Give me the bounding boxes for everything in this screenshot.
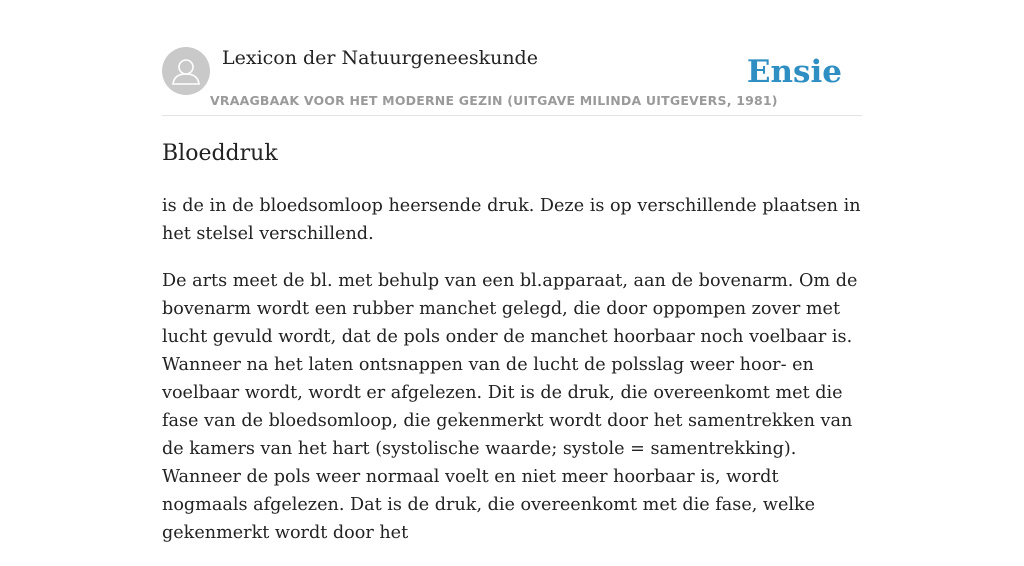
entry-body (162, 192, 862, 566)
avatar[interactable] (162, 47, 210, 95)
entry-paragraph: is de in de bloedsomloop heersende druk. Deze is op verschillende plaatsen in het stelsel verschillend. (162, 196, 861, 244)
header (162, 46, 862, 116)
ensie-logo[interactable]: Ensie (746, 54, 842, 90)
user-silhouette-icon (162, 47, 210, 95)
entry-title: Bloeddruk (162, 141, 278, 166)
book-subtitle: VRAAGBAAK VOOR HET MODERNE GEZIN (UITGAVE MILINDA UITGEVERS, 1981) (210, 93, 778, 108)
entry-paragraph: De arts meet de bl. met behulp van een bl.apparaat, aan de bovenarm. Om de bovenarm wordt een rubber manchet gelegd, die door oppompen zover met lucht gevuld wordt, dat de pols onder de manchet hoorbaar noch voelbaar is. Wanneer na het laten ontsnappen van de lucht de polsslag weer hoor- en voelbaar wordt, wordt er afgelezen. Dit is de druk, die overeenkomt met die fase van de bloedsomloop, die gekenmerkt wordt door het samentrekken van de kamers van het hart (systolische waarde; systole = samentrekking). Wanneer de pols weer normaal voelt en niet meer hoorbaar is, wordt nogmaals afgelezen. Dat is de druk, die overeenkomt met die fase, welke gekenmerkt wordt door het (162, 271, 858, 543)
book-title[interactable]: Lexicon der Natuurgeneeskunde (222, 47, 538, 69)
